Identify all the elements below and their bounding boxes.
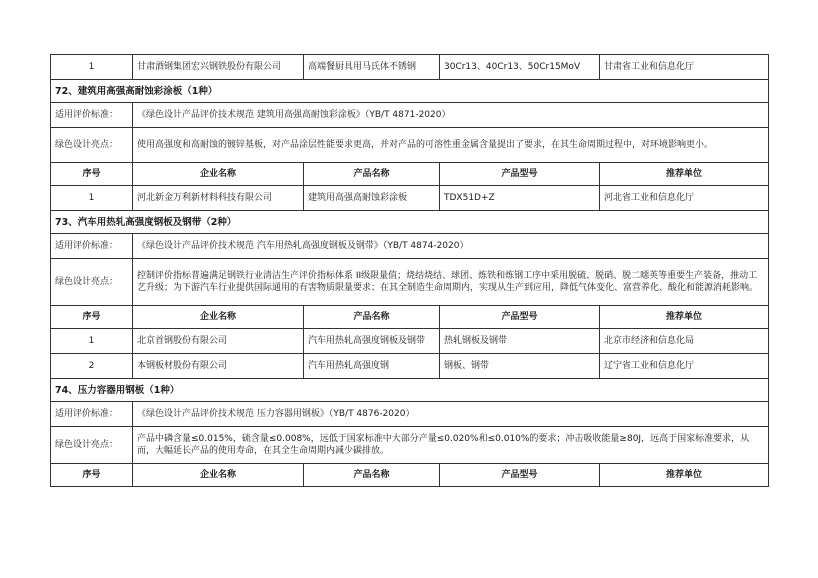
header-unit: 推荐单位 — [600, 464, 769, 487]
highlights-label: 绿色设计亮点： — [51, 427, 133, 464]
table-row — [51, 354, 769, 379]
standard-label: 适用评价标准： — [51, 402, 133, 427]
highlights-text: 使用高强度和高耐蚀的镀锌基板，对产品涂层性能要求更高，并对产品的可溶性重金属含量提出了要求，在其生命周期过程中，对环境影响更小。 — [133, 128, 769, 163]
section-title: 72、建筑用高强高耐蚀彩涂板（1种） — [51, 80, 769, 103]
standard-text: 《绿色设计产品评价技术规范 汽车用热轧高强度钢板及钢带》（YB/T 4874-2020） — [133, 234, 769, 259]
section-header — [51, 379, 769, 402]
company-cell: 本钢板材股份有限公司 — [133, 354, 304, 379]
unit-cell: 甘肃省工业和信息化厅 — [600, 55, 769, 80]
highlights-text: 产品中磷含量≤0.015%，硫含量≤0.008%，远低于国家标准中大部分产量≤0.020%和≤0.010%的要求；冲击吸收能量≥80J，远高于国家标准要求，从而，大幅延长产品的使用寿命，在其全生命周期内减少碳排放。 — [133, 427, 769, 464]
column-headers — [51, 163, 769, 186]
section-header — [51, 80, 769, 103]
header-index: 序号 — [51, 306, 133, 329]
highlights-label: 绿色设计亮点： — [51, 128, 133, 163]
unit-cell: 辽宁省工业和信息化厅 — [600, 354, 769, 379]
model-cell: 30Cr13、40Cr13、50Cr15MoV — [440, 55, 600, 80]
highlights-text: 控制评价指标普遍满足钢铁行业清洁生产评价指标体系 II级限量值；烧结烧结、球团、炼铁和炼钢工序中采用脱硫、脱硝、脱二噁英等重要生产装备，推动工艺升级；为下游汽车行业提供国际通用的有害物质限量要求；在其全制造生命周期内，实现从生产到应用，降低气体变化、富营养化、酸化和能源消耗影响。 — [133, 259, 769, 306]
row-index: 1 — [51, 329, 133, 354]
product-cell: 汽车用热轧高强度钢板及钢带 — [304, 329, 440, 354]
model-cell: TDX51D+Z — [440, 186, 600, 211]
header-unit: 推荐单位 — [600, 306, 769, 329]
header-model: 产品型号 — [440, 163, 600, 186]
section-header — [51, 211, 769, 234]
standard-label: 适用评价标准： — [51, 234, 133, 259]
section-title: 73、汽车用热轧高强度钢板及钢带（2种） — [51, 211, 769, 234]
highlights-row — [51, 427, 769, 464]
header-index: 序号 — [51, 163, 133, 186]
standard-row — [51, 402, 769, 427]
company-cell: 北京首钢股份有限公司 — [133, 329, 304, 354]
product-table — [50, 54, 769, 487]
product-cell: 汽车用热轧高强度钢 — [304, 354, 440, 379]
table-row — [51, 186, 769, 211]
column-headers — [51, 306, 769, 329]
row-index: 2 — [51, 354, 133, 379]
highlights-row — [51, 128, 769, 163]
product-cell: 建筑用高强高耐蚀彩涂板 — [304, 186, 440, 211]
header-unit: 推荐单位 — [600, 163, 769, 186]
spreadsheet-page — [50, 54, 768, 487]
header-company: 企业名称 — [133, 306, 304, 329]
row-index: 1 — [51, 186, 133, 211]
column-headers — [51, 464, 769, 487]
header-model: 产品型号 — [440, 464, 600, 487]
table-row — [51, 55, 769, 80]
company-cell: 甘肃酒钢集团宏兴钢铁股份有限公司 — [133, 55, 304, 80]
company-cell: 河北新金万利新材料科技有限公司 — [133, 186, 304, 211]
header-index: 序号 — [51, 464, 133, 487]
unit-cell: 河北省工业和信息化厅 — [600, 186, 769, 211]
header-product: 产品名称 — [304, 464, 440, 487]
product-cell: 高端餐厨具用马氏体不锈钢 — [304, 55, 440, 80]
header-model: 产品型号 — [440, 306, 600, 329]
model-cell: 钢板、钢带 — [440, 354, 600, 379]
header-product: 产品名称 — [304, 163, 440, 186]
header-company: 企业名称 — [133, 163, 304, 186]
standard-row — [51, 103, 769, 128]
row-index: 1 — [51, 55, 133, 80]
standard-text: 《绿色设计产品评价技术规范 压力容器用钢板》（YB/T 4876-2020） — [133, 402, 769, 427]
standard-text: 《绿色设计产品评价技术规范 建筑用高强高耐蚀彩涂板》（YB/T 4871-2020） — [133, 103, 769, 128]
highlights-row — [51, 259, 769, 306]
model-cell: 热轧钢板及钢带 — [440, 329, 600, 354]
standard-label: 适用评价标准： — [51, 103, 133, 128]
table-row — [51, 329, 769, 354]
standard-row — [51, 234, 769, 259]
section-title: 74、压力容器用钢板（1种） — [51, 379, 769, 402]
header-company: 企业名称 — [133, 464, 304, 487]
unit-cell: 北京市经济和信息化局 — [600, 329, 769, 354]
header-product: 产品名称 — [304, 306, 440, 329]
highlights-label: 绿色设计亮点： — [51, 259, 133, 306]
